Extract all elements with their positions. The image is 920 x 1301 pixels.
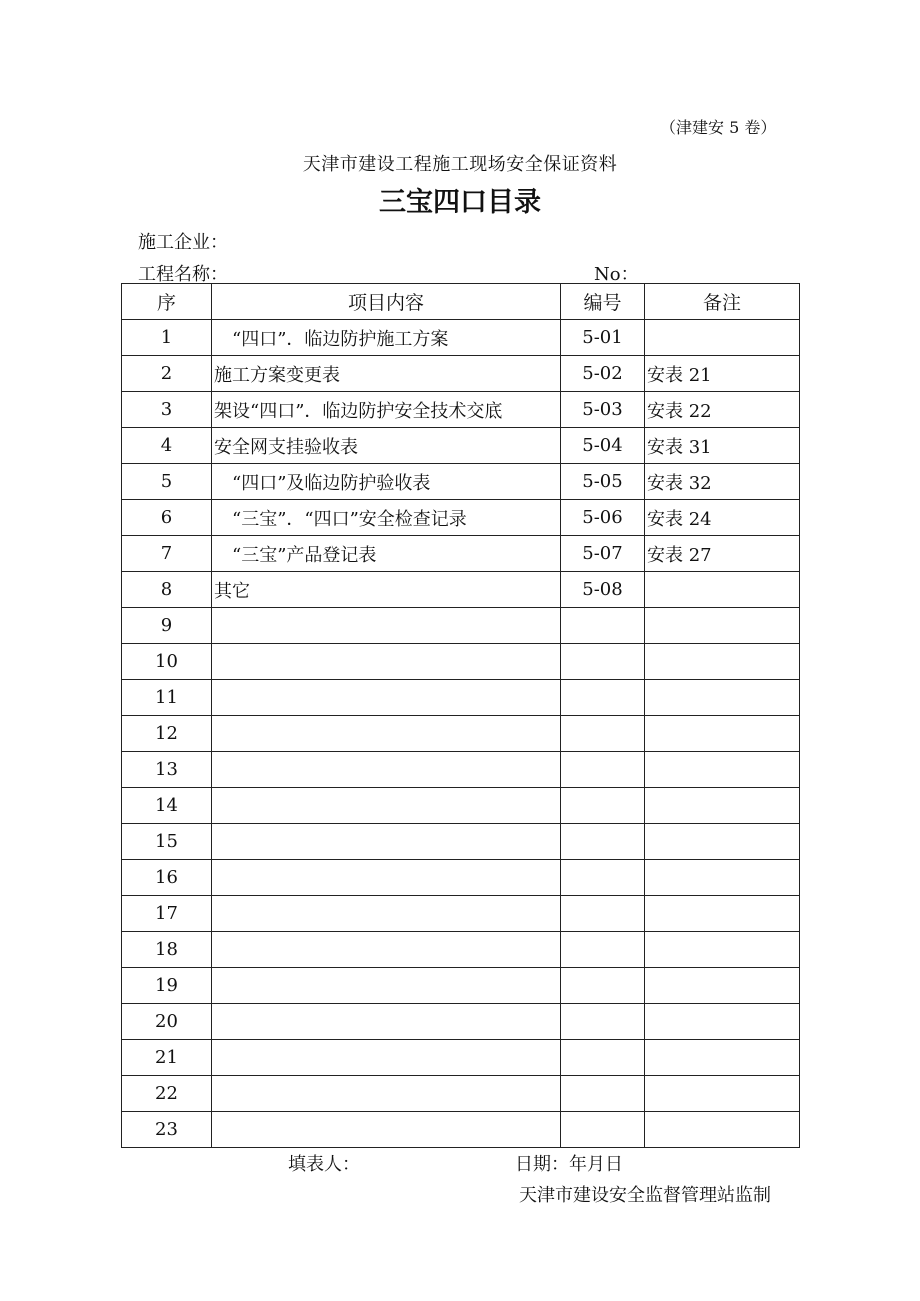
table-row [122, 716, 800, 752]
cell-item: “四口”．临边防护施工方案 [212, 320, 561, 356]
cell-seq: 12 [122, 716, 212, 752]
cell-code: 5-07 [561, 536, 645, 572]
issuer-label: 天津市建设安全监督管理站监制 [519, 1185, 771, 1206]
cell-note: 安表 31 [645, 428, 800, 464]
cell-seq: 18 [122, 932, 212, 968]
project-name-label: 工程名称： [138, 264, 228, 285]
cell-seq: 19 [122, 968, 212, 1004]
table-row [122, 968, 800, 1004]
cell-code [561, 680, 645, 716]
company-label: 施工企业： [138, 232, 228, 253]
number-label: No： [594, 264, 639, 285]
cell-code: 5-01 [561, 320, 645, 356]
header-note: 备注 [645, 284, 800, 320]
catalog-table [121, 283, 800, 1148]
cell-seq: 10 [122, 644, 212, 680]
cell-seq: 16 [122, 860, 212, 896]
cell-code: 5-02 [561, 356, 645, 392]
cell-note [645, 716, 800, 752]
table-row [122, 608, 800, 644]
table-row [122, 1004, 800, 1040]
cell-seq: 6 [122, 500, 212, 536]
page-title: 三宝四口目录 [379, 187, 541, 218]
cell-note [645, 788, 800, 824]
cell-item: 施工方案变更表 [212, 356, 561, 392]
cell-item: “三宝”产品登记表 [212, 536, 561, 572]
cell-note: 安表 27 [645, 536, 800, 572]
cell-item [212, 680, 561, 716]
table-row [122, 1040, 800, 1076]
cell-seq: 20 [122, 1004, 212, 1040]
volume-label: （津建安 5 卷） [660, 118, 777, 137]
cell-seq: 1 [122, 320, 212, 356]
table-row [122, 824, 800, 860]
cell-item [212, 1040, 561, 1076]
cell-code: 5-05 [561, 464, 645, 500]
table-row [122, 896, 800, 932]
cell-item: 安全网支挂验收表 [212, 428, 561, 464]
cell-note [645, 320, 800, 356]
cell-note [645, 968, 800, 1004]
table-row [122, 428, 800, 464]
cell-code: 5-08 [561, 572, 645, 608]
cell-note [645, 680, 800, 716]
cell-note: 安表 32 [645, 464, 800, 500]
cell-seq: 15 [122, 824, 212, 860]
cell-note [645, 608, 800, 644]
table-row [122, 572, 800, 608]
cell-code [561, 1040, 645, 1076]
cell-code [561, 1076, 645, 1112]
cell-item [212, 716, 561, 752]
table-row [122, 1076, 800, 1112]
table-row [122, 788, 800, 824]
cell-code [561, 860, 645, 896]
table-row [122, 932, 800, 968]
cell-seq: 8 [122, 572, 212, 608]
table-row [122, 644, 800, 680]
cell-code: 5-03 [561, 392, 645, 428]
cell-code [561, 968, 645, 1004]
cell-item [212, 1112, 561, 1148]
cell-code [561, 752, 645, 788]
cell-code [561, 788, 645, 824]
cell-item [212, 1004, 561, 1040]
table-header-row [122, 284, 800, 320]
table-row [122, 464, 800, 500]
cell-code [561, 1112, 645, 1148]
cell-code [561, 644, 645, 680]
cell-code [561, 932, 645, 968]
filler-label: 填表人： [288, 1154, 360, 1175]
cell-seq: 13 [122, 752, 212, 788]
cell-note [645, 932, 800, 968]
cell-note [645, 644, 800, 680]
table-row [122, 860, 800, 896]
table-row [122, 356, 800, 392]
cell-item: 其它 [212, 572, 561, 608]
cell-item [212, 644, 561, 680]
cell-note [645, 572, 800, 608]
cell-item [212, 1076, 561, 1112]
cell-note [645, 752, 800, 788]
cell-item: “四口”及临边防护验收表 [212, 464, 561, 500]
cell-seq: 23 [122, 1112, 212, 1148]
cell-code: 5-04 [561, 428, 645, 464]
cell-note [645, 896, 800, 932]
cell-seq: 2 [122, 356, 212, 392]
cell-note [645, 1112, 800, 1148]
cell-note: 安表 21 [645, 356, 800, 392]
cell-seq: 4 [122, 428, 212, 464]
cell-note [645, 1040, 800, 1076]
table-row [122, 500, 800, 536]
cell-item [212, 932, 561, 968]
cell-seq: 9 [122, 608, 212, 644]
date-label: 日期：年月日 [515, 1154, 623, 1175]
cell-note [645, 824, 800, 860]
cell-seq: 11 [122, 680, 212, 716]
cell-item [212, 608, 561, 644]
cell-code: 5-06 [561, 500, 645, 536]
header-code: 编号 [561, 284, 645, 320]
cell-item: 架设“四口”．临边防护安全技术交底 [212, 392, 561, 428]
table-row [122, 392, 800, 428]
cell-seq: 7 [122, 536, 212, 572]
table-row [122, 320, 800, 356]
cell-note [645, 1076, 800, 1112]
cell-seq: 14 [122, 788, 212, 824]
header-item: 项目内容 [212, 284, 561, 320]
table-row [122, 1112, 800, 1148]
cell-code [561, 896, 645, 932]
cell-note: 安表 22 [645, 392, 800, 428]
catalog-body [122, 320, 800, 1148]
cell-item [212, 968, 561, 1004]
cell-seq: 3 [122, 392, 212, 428]
cell-item [212, 824, 561, 860]
table-row [122, 752, 800, 788]
cell-item [212, 788, 561, 824]
cell-note [645, 860, 800, 896]
document-subtitle: 天津市建设工程施工现场安全保证资料 [302, 154, 618, 175]
cell-item [212, 860, 561, 896]
cell-code [561, 1004, 645, 1040]
cell-note: 安表 24 [645, 500, 800, 536]
header-seq: 序 [122, 284, 212, 320]
cell-item: “三宝”．“四口”安全检查记录 [212, 500, 561, 536]
cell-code [561, 608, 645, 644]
cell-seq: 17 [122, 896, 212, 932]
table-row [122, 536, 800, 572]
cell-seq: 22 [122, 1076, 212, 1112]
cell-code [561, 716, 645, 752]
cell-item [212, 896, 561, 932]
cell-seq: 5 [122, 464, 212, 500]
cell-seq: 21 [122, 1040, 212, 1076]
cell-item [212, 752, 561, 788]
cell-note [645, 1004, 800, 1040]
table-row [122, 680, 800, 716]
cell-code [561, 824, 645, 860]
